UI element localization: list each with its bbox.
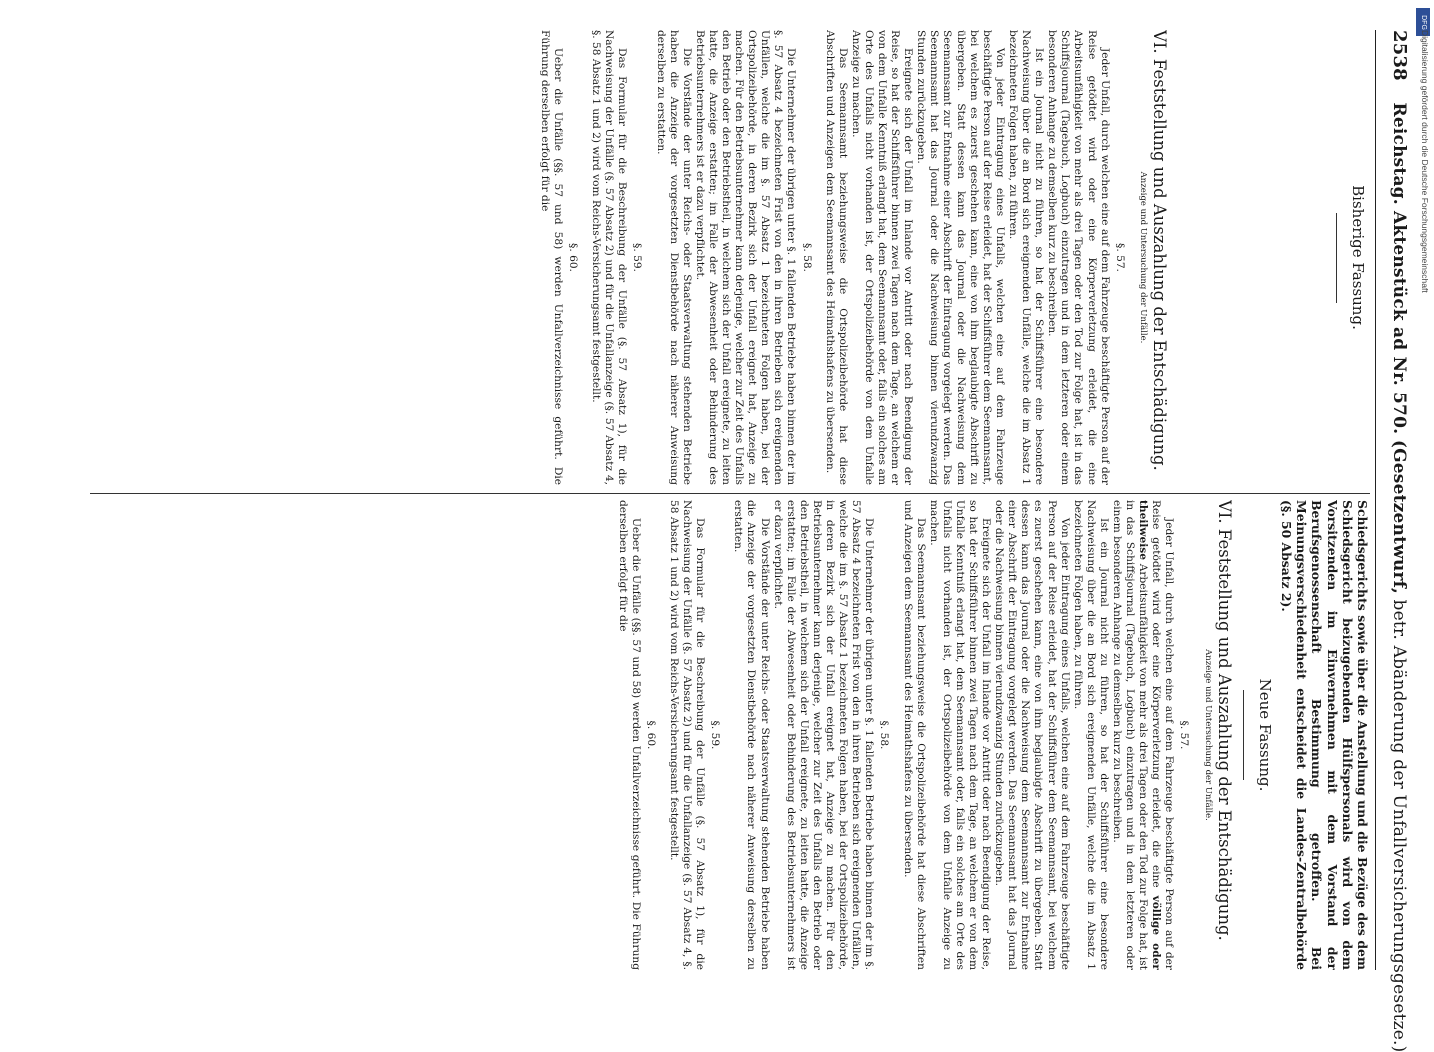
column-heading-new: Neue Fassung. bbox=[1255, 678, 1274, 792]
header-subtitle: betr. Abänderung der Unfallversicherungsgesetze.) bbox=[1389, 599, 1409, 1052]
text-60: Ueber die Unfälle (§§. 57 und 58) werden Unfallverzeichnisse geführt. Die Führung derselben erfolgt für die bbox=[616, 500, 642, 970]
document-page bbox=[70, 30, 1410, 1052]
column-new-version bbox=[100, 500, 1370, 970]
section-heading: VI. Feststellung und Auszahlung der Entschädigung. bbox=[1149, 30, 1169, 471]
text-59: Das Formular für die Beschreibung der Unfälle (§. 57 Absatz 1), für die Nachweisung der Unfälle (§. 57 Absatz 2) und für die Unfallanzeige (§. 57 Absatz 4, §. 58 Absatz 1 und 2) wird vom Reichs-Versicherungsamt festgestellt. bbox=[668, 500, 707, 970]
column-spacer bbox=[1174, 30, 1324, 485]
text-57-1-bold: völlige oder theilweise bbox=[1137, 500, 1163, 970]
column-heading-old: Bisherige Fassung. bbox=[1349, 185, 1367, 330]
digitization-note bbox=[1418, 10, 1430, 990]
paragraph-59: §. 59. bbox=[709, 720, 722, 750]
text-57-1b: Arbeitsunfähigkeit von mehr als drei Tagen oder den Tod zur Folge hat, ist in das Schiffsjournal (Tagebuch, Logbuch) einzutragen und in dem letzteren oder einem besonderen Anhange zu demselben kurz zu beschreiben. bbox=[1111, 500, 1150, 970]
paragraph-58: §. 58. bbox=[800, 243, 813, 272]
text-60: Ueber die Unfälle (§§. 57 und 58) werden Unfallverzeichnisse geführt. Die Führung derselben erfolgt für die bbox=[538, 30, 564, 485]
page-header bbox=[1375, 30, 1410, 1052]
text-58-2: Die Vorstände der unter Reichs- oder Staatsverwaltung stehenden Betriebe haben die Anzeige der vorgesetzten Dienstbehörde nach näherer Anweisung derselben zu erstatten. bbox=[732, 500, 771, 970]
subsection-heading: Anzeige und Untersuchung der Unfälle. bbox=[1202, 649, 1213, 821]
text-57-5: Das Seemannsamt beziehungsweise die Ortspolizeibehörde hat diese Abschriften und Anzeigen dem Seemannsamt des Heimathshafens zu übersenden. bbox=[823, 30, 849, 485]
text-58-2: Die Vorstände der unter Reichs- oder Staatsverwaltung stehenden Betriebe haben die Anzeige der vorgesetzten Dienstbehörde nach näherer Anweisung derselben zu erstatten. bbox=[654, 30, 693, 485]
paragraph-59: §. 59. bbox=[631, 243, 644, 272]
column-old-version bbox=[100, 30, 1370, 485]
text-57-2: Ist ein Journal nicht zu führen, so hat der Schiffsführer eine besondere Nachweisung über die an Bord sich ereignenden Unfälle, welche die im Absatz 1 bezeichneten Folgen haben, zu führen. bbox=[1006, 30, 1046, 485]
heading-rule bbox=[1243, 690, 1244, 780]
text-58-1: Die Unternehmer der übrigen unter §. 1 fallenden Betriebe haben binnen der im §. 57 Absatz 4 bezeichneten Frist von den in ihren Betrieben sich ereignenden Unfällen, welche die im §. 57 Absatz 1 bezeichneten Folgen haben, bei der Ortspolizeibehörde, in deren Bezirk sich der Unfall ereignet hat, Anzeige zu machen. Für den Betriebsunternehmer kann derjenige, welcher zur Zeit des Unfalls den Betrieb oder den Betriebstheil, in welchem sich der Unfall ereignete, zu leiten hatte, die Anzeige erstatten; im Falle der Abwesenheit oder Behinderung des Betriebsunternehmers ist er dazu verpflichtet. bbox=[771, 500, 876, 970]
paragraph-60: §. 60. bbox=[567, 243, 580, 272]
paragraph-60: §. 60. bbox=[644, 720, 657, 750]
text-57-3: Von jeder Eintragung eines Unfalls, welchen eine auf dem Fahrzeuge beschäftigte Person auf der Reise erleidet, hat der Schiffsführer dem Seemannsamt, bei welchem es zuerst geschehen kann, eine von ihm beglaubigte Abschrift zu übergeben. Statt dessen kann das Journal oder die Nachweisung dem Seemannsamt zur Entnahme einer Abschrift der Eintragung vorgelegt werden. Das Seemannsamt hat das Journal oder die Nachweisung binnen vierundzwanzig Stunden zurückzugeben. bbox=[993, 500, 1071, 970]
intro-bold-text: Schiedsgerichts sowie über die Anstellung und die Bezüge des dem Schiedsgericht beizugebenden Hülfspersonals wird von dem Vorsitzenden im Einvernehmen mit dem Vorstand der Berufsgenossenschaft Bestimmung getroffen. Bei Meinungsverschiedenheit entscheidet die Landes-Zentralbehörde (§. 50 Absatz 2). bbox=[1278, 500, 1370, 970]
text-57-4: Ereignete sich der Unfall im Inlande vor Antritt oder nach Beendigung der Reise, so hat der Schiffsführer binnen zwei Tagen nach dem Tage, an welchem er von dem Unfalle Kenntniß erlangt hat, dem Seemannsamt oder, falls ein solches am Orte des Unfalls nicht vorhanden ist, der Ortspolizeibehörde von dem Unfalle Anzeige zu machen. bbox=[927, 500, 993, 970]
paragraph-57: §. 57. bbox=[1178, 720, 1191, 750]
heading-rule bbox=[1336, 213, 1337, 303]
page-number: 2538 bbox=[1389, 30, 1410, 81]
header-title: Reichstag. Aktenstück ad Nr. 570. bbox=[1389, 102, 1409, 435]
digitization-note-text: Digitalisierung gefördert durch die Deutsche Forschungsgemeinschaft bbox=[1420, 30, 1430, 293]
text-57-1: Jeder Unfall, durch welchen eine auf dem Fahrzeuge beschäftigte Person auf der Reise getödtet wird oder eine Körperverletzung erleidet, die eine Arbeitsunfähigkeit von mehr als drei Tagen oder den Tod zur Folge hat, ist in das Schiffsjournal (Tagebuch, Logbuch) einzutragen und in dem letzteren oder einem besonderen Anhange zu demselben kurz zu beschreiben. bbox=[1046, 30, 1111, 485]
column-divider bbox=[90, 493, 1370, 494]
text-57-1 bbox=[1110, 500, 1175, 970]
text-57-3: Von jeder Eintragung eines Unfalls, welchen eine auf dem Fahrzeuge beschäftigte Person auf der Reise erleidet, hat der Schiffsführer dem Seemannsamt, bei welchem es zuerst geschehen kann, eine von ihm beglaubigte Abschrift zu übergeben. Statt dessen kann das Journal oder die Nachweisung dem Seemannsamt zur Entnahme einer Abschrift der Eintragung vorgelegt werden. Das Seemannsamt hat das Journal oder die Nachweisung binnen vierundzwanzig Stunden zurückzugeben. bbox=[915, 30, 1006, 485]
section-heading: VI. Feststellung und Auszahlung der Entschädigung. bbox=[1214, 500, 1234, 941]
paragraph-57: §. 57. bbox=[1113, 243, 1126, 272]
text-58-1: Die Unternehmer der übrigen unter §. 1 fallenden Betriebe haben binnen der im §. 57 Absatz 4 bezeichneten Frist von den in ihren Betrieben sich ereignenden Unfällen, welche die im §. 57 Absatz 1 bezeichneten Folgen haben, bei der Ortspolizeibehörde, in deren Bezirk sich der Unfall ereignet hat, Anzeige zu machen. Für den Betriebsunternehmer kann derjenige, welcher zur Zeit des Unfalls den Betrieb oder den Betriebstheil, in welchem sich der Unfall ereignete, zu leiten hatte, die Anzeige erstatten; im Falle der Abwesenheit oder Behinderung des Betriebsunternehmers ist er dazu verpflichtet. bbox=[693, 30, 798, 485]
header-subtitle-bold: (Gesetzentwurf, bbox=[1389, 439, 1409, 594]
text-57-5: Das Seemannsamt beziehungsweise die Ortspolizeibehörde hat diese Abschriften und Anzeigen dem Seemannsamt des Heimathshafens zu übersenden. bbox=[901, 500, 927, 970]
text-57-1a: Jeder Unfall, durch welchen eine auf dem Fahrzeuge beschäftigte Person auf der Reise getödtet wird oder eine Körperverletzung erleidet, die eine bbox=[1150, 500, 1176, 970]
text-57-4: Ereignete sich der Unfall im Inlande vor Antritt oder nach Beendigung der Reise, so hat der Schiffsführer binnen zwei Tagen nach dem Tage, an welchem er von dem Unfalle Kenntniß erlangt hat, dem Seemannsamt oder, falls ein solches am Orte des Unfalls nicht vorhanden ist, der Ortspolizeibehörde von dem Unfalle Anzeige zu machen. bbox=[849, 30, 915, 485]
subsection-heading: Anzeige und Untersuchung der Unfälle. bbox=[1137, 171, 1148, 344]
dfg-logo-text: DFG bbox=[1419, 14, 1427, 30]
text-59: Das Formular für die Beschreibung der Unfälle (§. 57 Absatz 1), für die Nachweisung der Unfälle (§. 57 Absatz 2) und für die Unfallanzeige (§. 57 Absatz 4, §. 58 Absatz 1 und 2) wird vom Reichs-Versicherungsamt festgestellt. bbox=[590, 30, 629, 485]
text-57-2: Ist ein Journal nicht zu führen, so hat der Schiffsführer eine besondere Nachweisung über die an Bord sich ereignenden Unfälle, welche die im Absatz 1 bezeichneten Folgen haben, zu führen. bbox=[1071, 500, 1110, 970]
paragraph-58: §. 58. bbox=[878, 720, 891, 750]
